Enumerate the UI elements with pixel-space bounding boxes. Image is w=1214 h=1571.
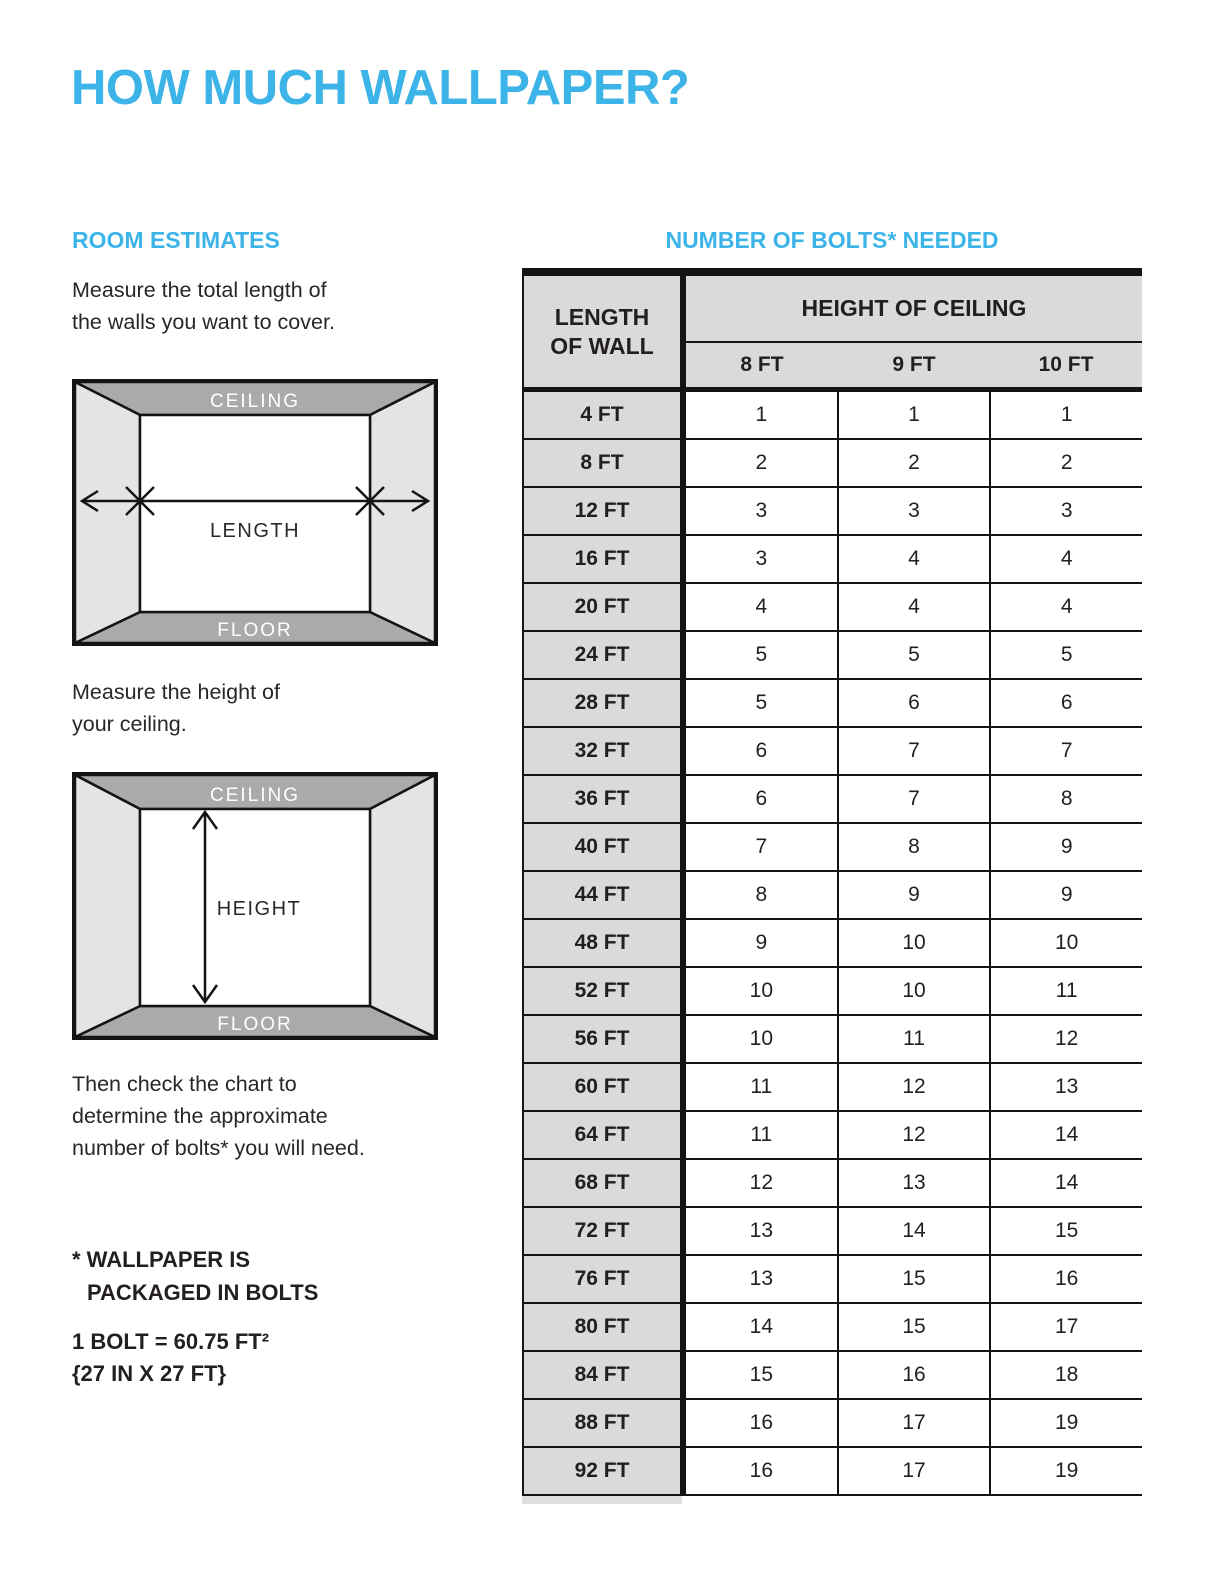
bolts-cell-10ft: 13 <box>989 1064 1142 1110</box>
room-estimates-heading: ROOM ESTIMATES <box>72 227 280 253</box>
wall-length-label: 44 FT <box>524 872 686 918</box>
bolts-cell-9ft: 9 <box>837 872 990 918</box>
bolts-cell-8ft: 4 <box>686 584 837 630</box>
table-row <box>524 1256 1142 1304</box>
table-row <box>524 632 1142 680</box>
bolts-cell-8ft: 12 <box>686 1160 837 1206</box>
bolts-cell-10ft: 14 <box>989 1112 1142 1158</box>
bolts-cell-10ft: 16 <box>989 1256 1142 1302</box>
bolts-cell-8ft: 7 <box>686 824 837 870</box>
page-title: HOW MUCH WALLPAPER? <box>71 61 690 115</box>
bolts-cell-10ft: 12 <box>989 1016 1142 1062</box>
bolts-cell-9ft: 17 <box>837 1400 990 1446</box>
table-row <box>524 584 1142 632</box>
instruction-line: Measure the height of <box>72 680 280 704</box>
wall-length-label: 72 FT <box>524 1208 686 1254</box>
bolts-cell-8ft: 6 <box>686 776 837 822</box>
room-length-diagram <box>72 379 438 646</box>
ceiling-height-column-headers <box>686 343 1142 387</box>
bolts-cell-10ft: 2 <box>989 440 1142 486</box>
table-row <box>524 1064 1142 1112</box>
wall-length-label: 32 FT <box>524 728 686 774</box>
bolts-cell-8ft: 10 <box>686 968 837 1014</box>
wall-length-label: 48 FT <box>524 920 686 966</box>
bolts-cell-9ft: 16 <box>837 1352 990 1398</box>
bolts-cell-10ft: 1 <box>989 392 1142 438</box>
bolts-cell-9ft: 13 <box>837 1160 990 1206</box>
bolts-cell-9ft: 7 <box>837 728 990 774</box>
wall-length-label: 64 FT <box>524 1112 686 1158</box>
wall-length-label: 88 FT <box>524 1400 686 1446</box>
bolts-cell-9ft: 7 <box>837 776 990 822</box>
bolts-cell-10ft: 10 <box>989 920 1142 966</box>
table-body <box>524 392 1142 1496</box>
bolts-cell-9ft: 3 <box>837 488 990 534</box>
floor-label: FLOOR <box>217 620 293 641</box>
bolts-cell-10ft: 6 <box>989 680 1142 726</box>
bolts-cell-10ft: 7 <box>989 728 1142 774</box>
length-label: LENGTH <box>209 520 301 542</box>
table-row <box>524 1304 1142 1352</box>
bolts-cell-10ft: 15 <box>989 1208 1142 1254</box>
height-label: HEIGHT <box>216 898 302 920</box>
bolt-size-info <box>72 1326 269 1390</box>
table-row <box>524 728 1142 776</box>
table-row <box>524 1208 1142 1256</box>
bolts-cell-8ft: 14 <box>686 1304 837 1350</box>
wall-length-label: 24 FT <box>524 632 686 678</box>
wall-length-label: 40 FT <box>524 824 686 870</box>
wall-length-label: 28 FT <box>524 680 686 726</box>
bolts-cell-10ft: 8 <box>989 776 1142 822</box>
bolts-cell-8ft: 8 <box>686 872 837 918</box>
wall-length-label: 4 FT <box>524 392 686 438</box>
floor-label: FLOOR <box>217 1014 293 1035</box>
bolts-cell-8ft: 10 <box>686 1016 837 1062</box>
bolts-cell-9ft: 15 <box>837 1256 990 1302</box>
table-header <box>524 276 1142 392</box>
bolts-cell-10ft: 19 <box>989 1448 1142 1494</box>
table-footer-strip <box>522 1496 682 1504</box>
bolts-cell-9ft: 4 <box>837 584 990 630</box>
bolts-cell-8ft: 16 <box>686 1400 837 1446</box>
bolts-cell-10ft: 18 <box>989 1352 1142 1398</box>
bolts-cell-9ft: 11 <box>837 1016 990 1062</box>
wall-length-label: 20 FT <box>524 584 686 630</box>
table-row <box>524 776 1142 824</box>
table-row <box>524 1016 1142 1064</box>
bolts-cell-9ft: 10 <box>837 920 990 966</box>
bolts-cell-9ft: 6 <box>837 680 990 726</box>
table-row <box>524 1352 1142 1400</box>
table-row <box>524 920 1142 968</box>
instruction-line: Then check the chart to <box>72 1072 297 1096</box>
table-header-right <box>686 276 1142 387</box>
height-of-ceiling-header: HEIGHT OF CEILING <box>686 276 1142 343</box>
instruction-line: your ceiling. <box>72 712 187 736</box>
number-of-bolts-heading: NUMBER OF BOLTS* NEEDED <box>665 227 999 253</box>
footnote-line: PACKAGED IN BOLTS <box>87 1280 319 1305</box>
table-row <box>524 872 1142 920</box>
bolts-cell-8ft: 11 <box>686 1112 837 1158</box>
table-row <box>524 536 1142 584</box>
bolts-cell-8ft: 5 <box>686 680 837 726</box>
wall-length-label: 80 FT <box>524 1304 686 1350</box>
instruction-line: Measure the total length of <box>72 278 327 302</box>
wall-length-label: 36 FT <box>524 776 686 822</box>
bolts-cell-10ft: 11 <box>989 968 1142 1014</box>
instruction-check-chart <box>72 1068 365 1164</box>
wall-length-label: 12 FT <box>524 488 686 534</box>
room-height-diagram <box>72 772 438 1040</box>
col-header-10ft: 10 FT <box>1038 353 1094 376</box>
bolt-size-line: {27 IN X 27 FT} <box>72 1361 227 1386</box>
bolts-cell-8ft: 6 <box>686 728 837 774</box>
bolts-cell-10ft: 4 <box>989 536 1142 582</box>
table-row <box>524 1160 1142 1208</box>
bolts-cell-10ft: 5 <box>989 632 1142 678</box>
left-wall-panel <box>75 775 140 1037</box>
bolts-cell-10ft: 9 <box>989 872 1142 918</box>
bolts-cell-8ft: 5 <box>686 632 837 678</box>
bolts-cell-10ft: 19 <box>989 1400 1142 1446</box>
bolts-cell-10ft: 17 <box>989 1304 1142 1350</box>
bolts-cell-9ft: 15 <box>837 1304 990 1350</box>
table-row <box>524 1400 1142 1448</box>
bolts-cell-9ft: 17 <box>837 1448 990 1494</box>
instruction-measure-length <box>72 274 335 338</box>
table-row <box>524 1112 1142 1160</box>
bolts-cell-8ft: 16 <box>686 1448 837 1494</box>
table-row <box>524 968 1142 1016</box>
col-header-8ft: 8 FT <box>740 353 784 376</box>
instruction-measure-height <box>72 676 280 740</box>
bolts-cell-9ft: 8 <box>837 824 990 870</box>
wall-length-label: 76 FT <box>524 1256 686 1302</box>
instruction-line: determine the approximate <box>72 1104 328 1128</box>
footnote-line: * WALLPAPER IS <box>72 1247 251 1272</box>
bolts-cell-8ft: 1 <box>686 392 837 438</box>
bolts-cell-10ft: 3 <box>989 488 1142 534</box>
wall-length-label: 16 FT <box>524 536 686 582</box>
wall-length-label: 92 FT <box>524 1448 686 1494</box>
ceiling-label: CEILING <box>209 391 301 412</box>
wall-length-label: 52 FT <box>524 968 686 1014</box>
bolts-cell-8ft: 3 <box>686 488 837 534</box>
bolts-cell-8ft: 13 <box>686 1208 837 1254</box>
length-of-wall-header <box>524 276 686 387</box>
back-wall-panel <box>140 415 370 612</box>
bolts-cell-9ft: 12 <box>837 1064 990 1110</box>
bolts-cell-8ft: 13 <box>686 1256 837 1302</box>
bolts-cell-9ft: 12 <box>837 1112 990 1158</box>
table-row <box>524 680 1142 728</box>
bolts-cell-9ft: 10 <box>837 968 990 1014</box>
bolts-cell-9ft: 14 <box>837 1208 990 1254</box>
bolts-cell-10ft: 14 <box>989 1160 1142 1206</box>
corner-header-line: OF WALL <box>550 332 654 359</box>
bolts-cell-9ft: 5 <box>837 632 990 678</box>
bolts-cell-10ft: 9 <box>989 824 1142 870</box>
wallpaper-bolts-footnote <box>72 1243 318 1309</box>
bolts-cell-9ft: 2 <box>837 440 990 486</box>
wall-length-label: 68 FT <box>524 1160 686 1206</box>
bolt-size-line: 1 BOLT = 60.75 FT² <box>72 1329 270 1354</box>
wall-length-label: 84 FT <box>524 1352 686 1398</box>
bolts-cell-9ft: 1 <box>837 392 990 438</box>
wall-length-label: 56 FT <box>524 1016 686 1062</box>
table-row <box>524 392 1142 440</box>
right-wall-panel <box>370 775 435 1037</box>
table-row <box>524 1448 1142 1496</box>
bolts-cell-8ft: 15 <box>686 1352 837 1398</box>
bolts-needed-table <box>522 268 1142 1504</box>
corner-header-line: LENGTH <box>554 303 650 330</box>
ceiling-label: CEILING <box>209 785 301 806</box>
wall-length-label: 60 FT <box>524 1064 686 1110</box>
bolts-cell-8ft: 9 <box>686 920 837 966</box>
table-row <box>524 440 1142 488</box>
instruction-line: number of bolts* you will need. <box>72 1136 365 1160</box>
bolts-cell-8ft: 3 <box>686 536 837 582</box>
table-row <box>524 824 1142 872</box>
instruction-line: the walls you want to cover. <box>72 310 335 334</box>
wall-length-label: 8 FT <box>524 440 686 486</box>
col-header-9ft: 9 FT <box>892 353 936 376</box>
bolts-cell-9ft: 4 <box>837 536 990 582</box>
bolts-cell-10ft: 4 <box>989 584 1142 630</box>
bolts-cell-8ft: 2 <box>686 440 837 486</box>
table-row <box>524 488 1142 536</box>
bolts-cell-8ft: 11 <box>686 1064 837 1110</box>
